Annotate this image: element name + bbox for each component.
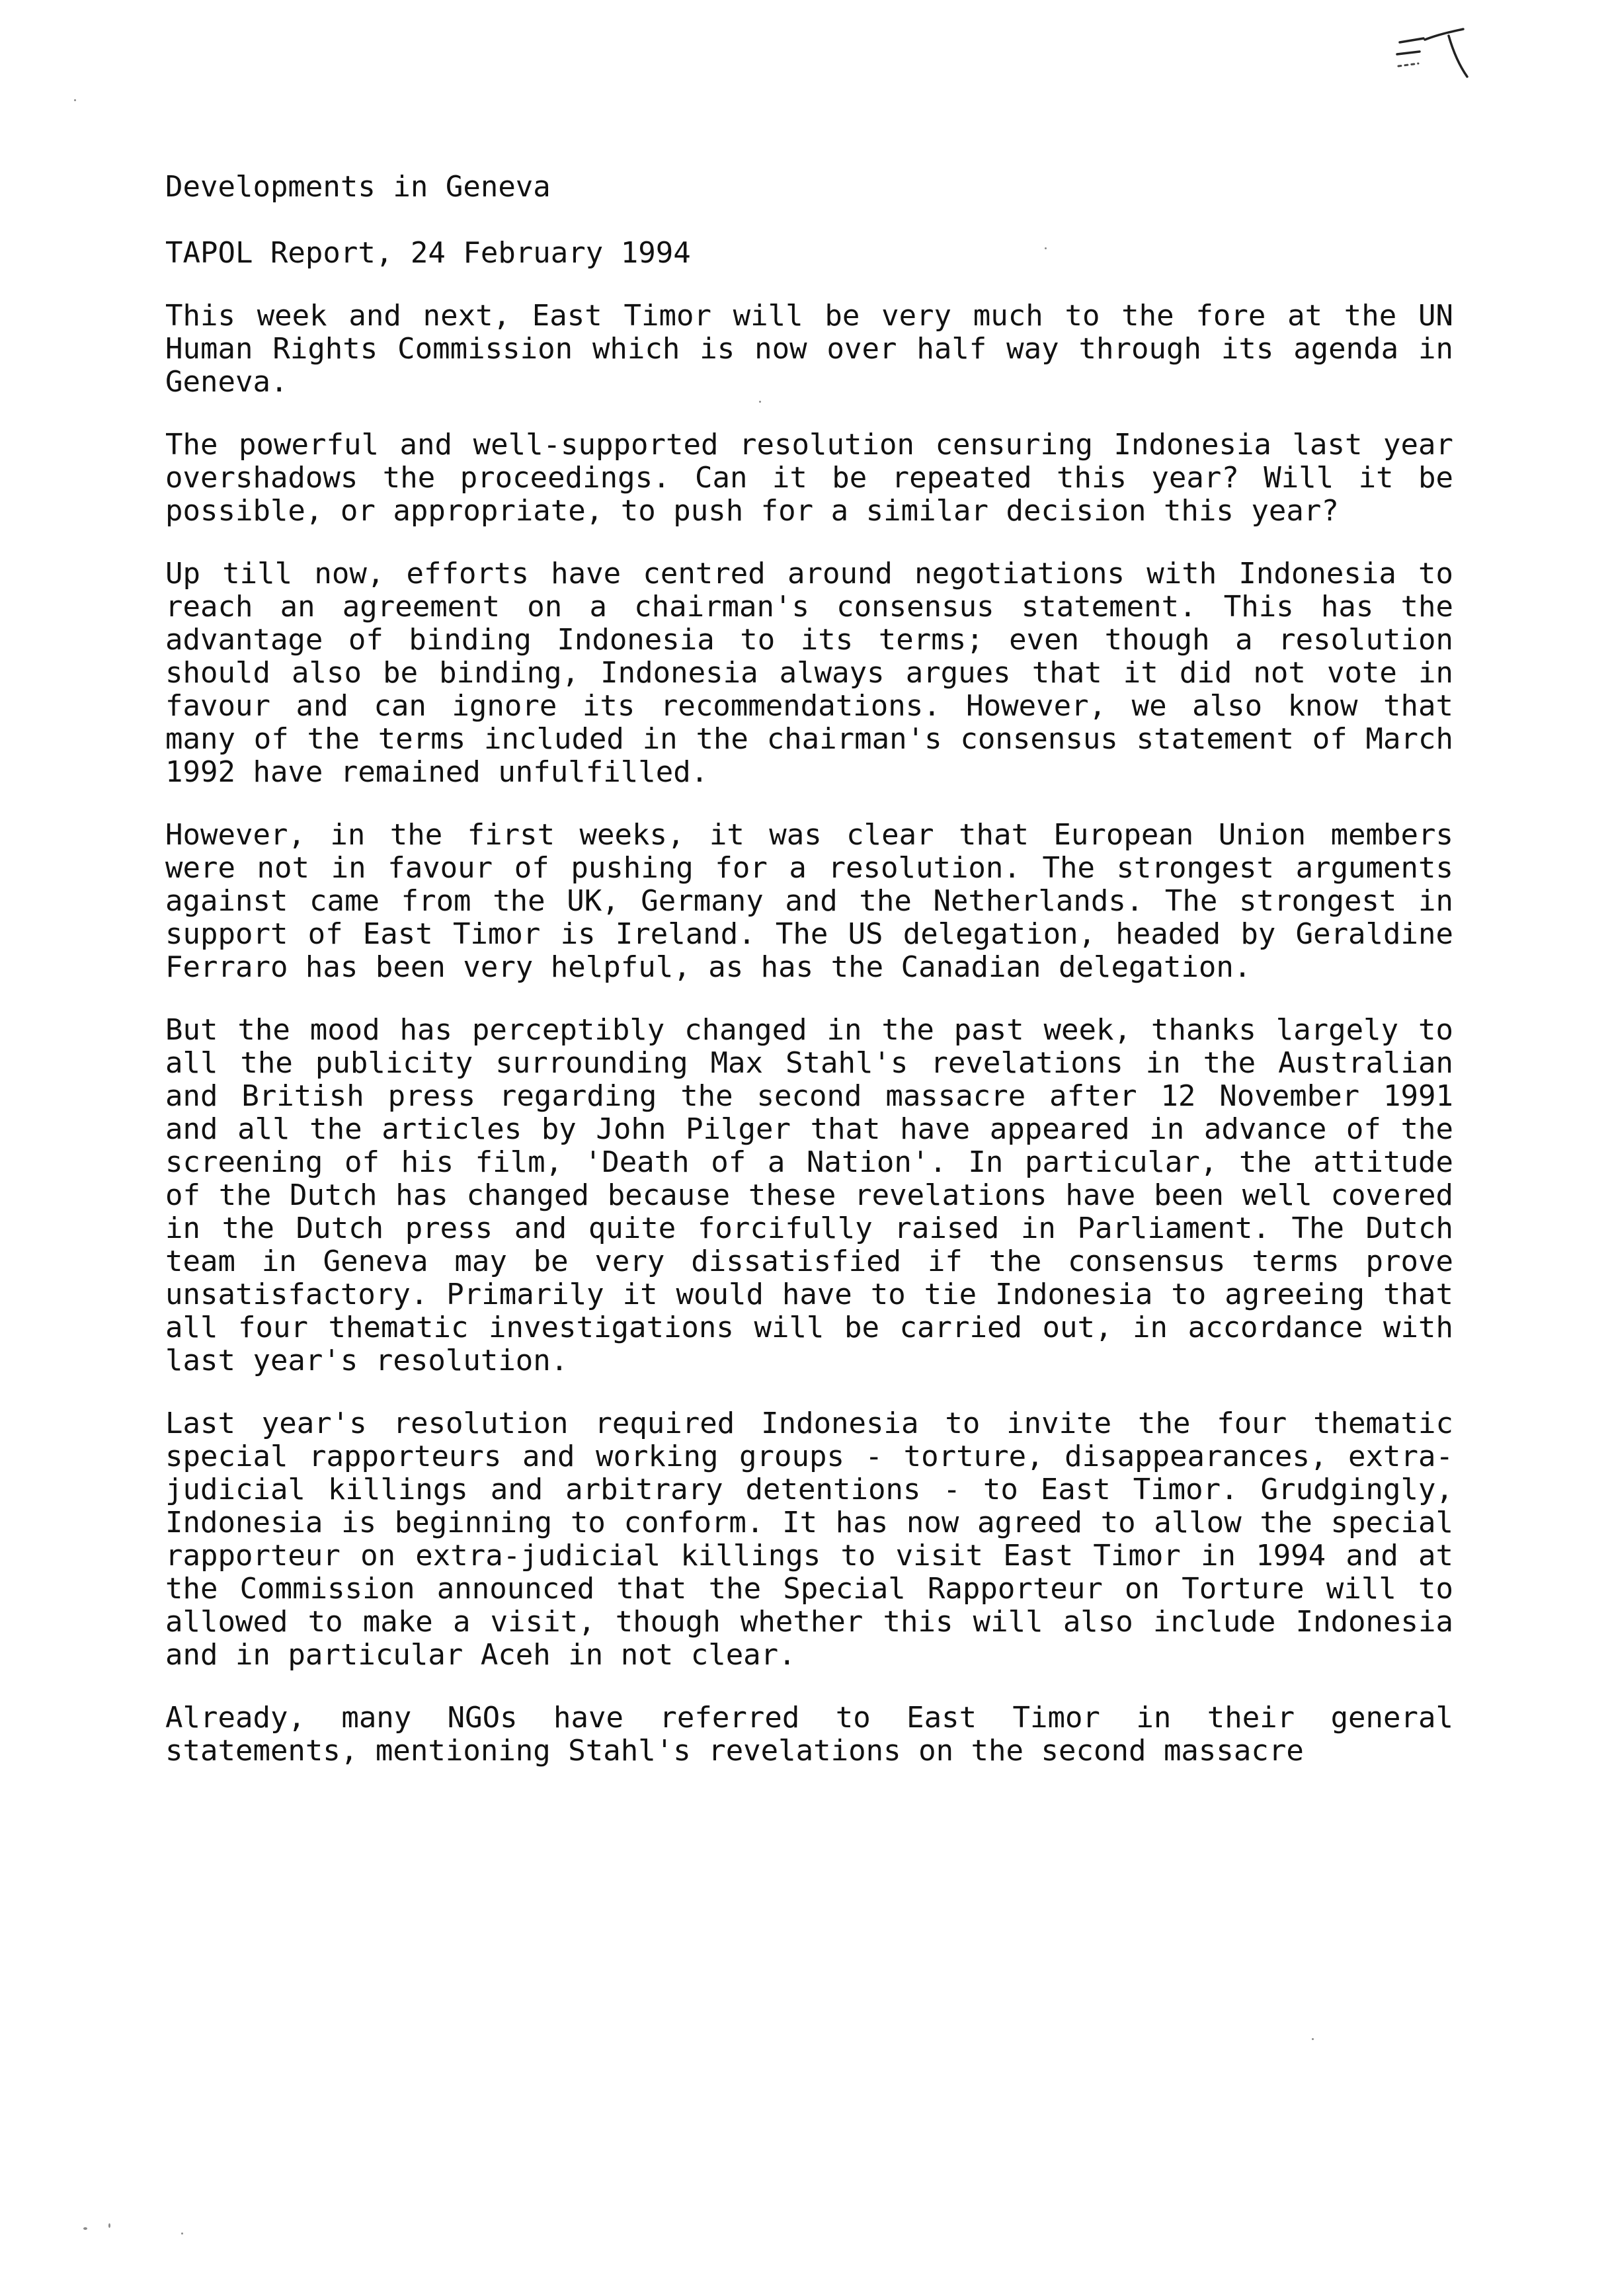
paragraph: Up till now, efforts have centred around negotiations with Indonesia to reach an agreement on a chairman's consensus statement. This has the advantage of binding Indonesia to its terms; even though a resolution should also be binding, Indonesia always argues that it did not vote in favour and can ignore its recommendations. However, we also know that many of the terms included in the chairman's consensus statement of March 1992 have remained unfulfilled. bbox=[165, 557, 1453, 789]
paragraph: Last year's resolution required Indonesia to invite the four thematic special rapporteurs and working groups - torture, disappearances, extra-judicial killings and arbitrary detentions - to East Timor. Grudgingly, Indonesia is beginning to conform. It has now agreed to allow the special rapporteur on extra-judicial killings to visit East Timor in 1994 and at the Commission announced that the Special Rapporteur on Torture will to allowed to make a visit, though whether this will also include Indonesia and in particular Aceh in not clear. bbox=[165, 1407, 1453, 1672]
paragraph: The powerful and well-supported resolution censuring Indonesia last year overshadows the proceedings. Can it be repeated this year? Will it be possible, or appropriate, to push for a similar decision this year? bbox=[165, 428, 1453, 528]
paragraph: This week and next, East Timor will be very much to the fore at the UN Human Rights Commission which is now over half way through its agenda in Geneva. bbox=[165, 299, 1453, 399]
scan-speck bbox=[83, 2227, 87, 2230]
paragraph: However, in the first weeks, it was clear that European Union members were not in favour of pushing for a resolution. The strongest arguments against came from the UK, Germany and the Netherlands. The strongest in support of East Timor is Ireland. The US delegation, headed by Geraldine Ferraro has been very helpful, as has the Canadian delegation. bbox=[165, 818, 1453, 984]
document-title: Developments in Geneva bbox=[165, 170, 551, 204]
document-body bbox=[165, 171, 1453, 1768]
paragraph: But the mood has perceptibly changed in the past week, thanks largely to all the publicity surrounding Max Stahl's revelations in the Australian and British press regarding the second massacre after 12 November 1991 and all the articles by John Pilger that have appeared in advance of the screening of his film, 'Death of a Nation'. In particular, the attitude of the Dutch has changed because these revelations have been well covered in the Dutch press and quite forcifully raised in Parliament. The Dutch team in Geneva may be very dissatisfied if the consensus terms prove unsatisfactory. Primarily it would have to tie Indonesia to agreeing that all four thematic investigations will be carried out, in accordance with last year's resolution. bbox=[165, 1013, 1453, 1377]
scan-speck bbox=[1312, 2038, 1314, 2040]
scan-speck bbox=[74, 99, 76, 101]
paragraph: Already, many NGOs have referred to East Timor in their general statements, mentioning Stahl's revelations on the second massacre bbox=[165, 1701, 1453, 1768]
scan-speck bbox=[108, 2223, 110, 2228]
handwritten-annotation bbox=[1385, 20, 1484, 86]
scan-speck bbox=[181, 2233, 183, 2234]
document-subtitle: TAPOL Report, 24 February 1994 bbox=[165, 236, 691, 270]
